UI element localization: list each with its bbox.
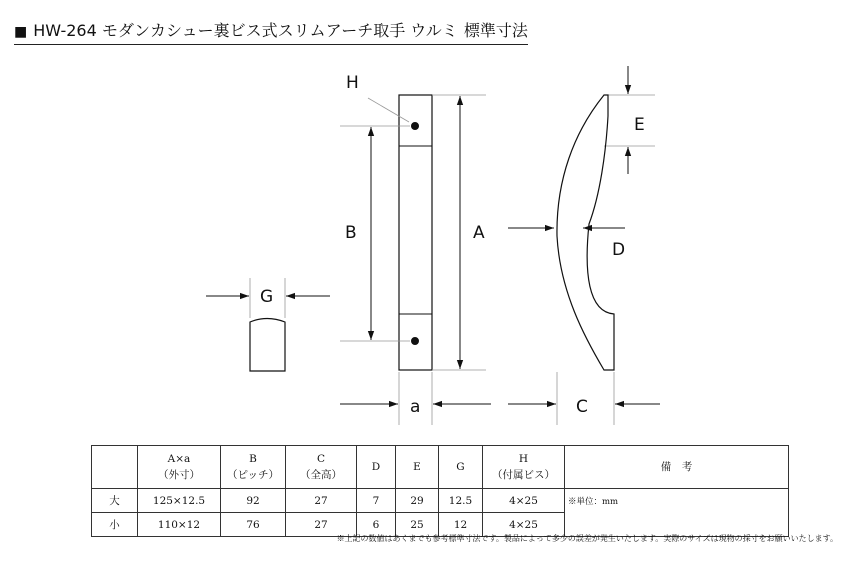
label-e: E [634,115,645,135]
label-small-a: a [410,397,421,417]
handle-end-view [250,319,285,372]
table-row: 大 125×12.5 92 27 7 29 12.5 4×25 ※単位：mm [92,489,789,513]
header-cell: H （付属ビス） [483,446,565,489]
label-a: A [473,223,485,243]
header-remarks: 備 考 [565,446,789,489]
label-g: G [260,287,274,307]
table-header-row [92,446,789,489]
remarks-cell: ※単位：mm [565,489,789,537]
title-subtitle: 標準寸法 [463,21,528,40]
table-row: 小 110×12 76 27 6 25 12 4×25 [92,513,789,537]
screw-hole-top [412,123,419,130]
product-name: HW-264 モダンカシュー裏ビス式スリムアーチ取手 ウルミ [33,21,458,40]
handle-side-view [557,95,614,370]
header-cell [92,446,138,489]
label-c: C [576,397,588,417]
header-cell: G [439,446,483,489]
label-d: D [612,240,626,260]
footnote: ※上記の数値はあくまでも参考標準寸法です。製品によって多少の誤差が発生いたします。実際のサイズは現物の採寸をお願いいたします。 [336,534,838,543]
screw-hole-bottom [412,338,419,345]
header-cell: B （ピッチ） [221,446,286,489]
label-h: H [346,73,359,93]
spec-table [91,445,789,537]
header-cell: D [357,446,396,489]
title-marker: ■ [14,24,28,40]
label-b: B [345,223,357,243]
handle-front-view [399,95,432,370]
header-cell: A×a （外寸） [138,446,221,489]
header-cell: E [396,446,439,489]
header-cell: C （全高） [286,446,357,489]
